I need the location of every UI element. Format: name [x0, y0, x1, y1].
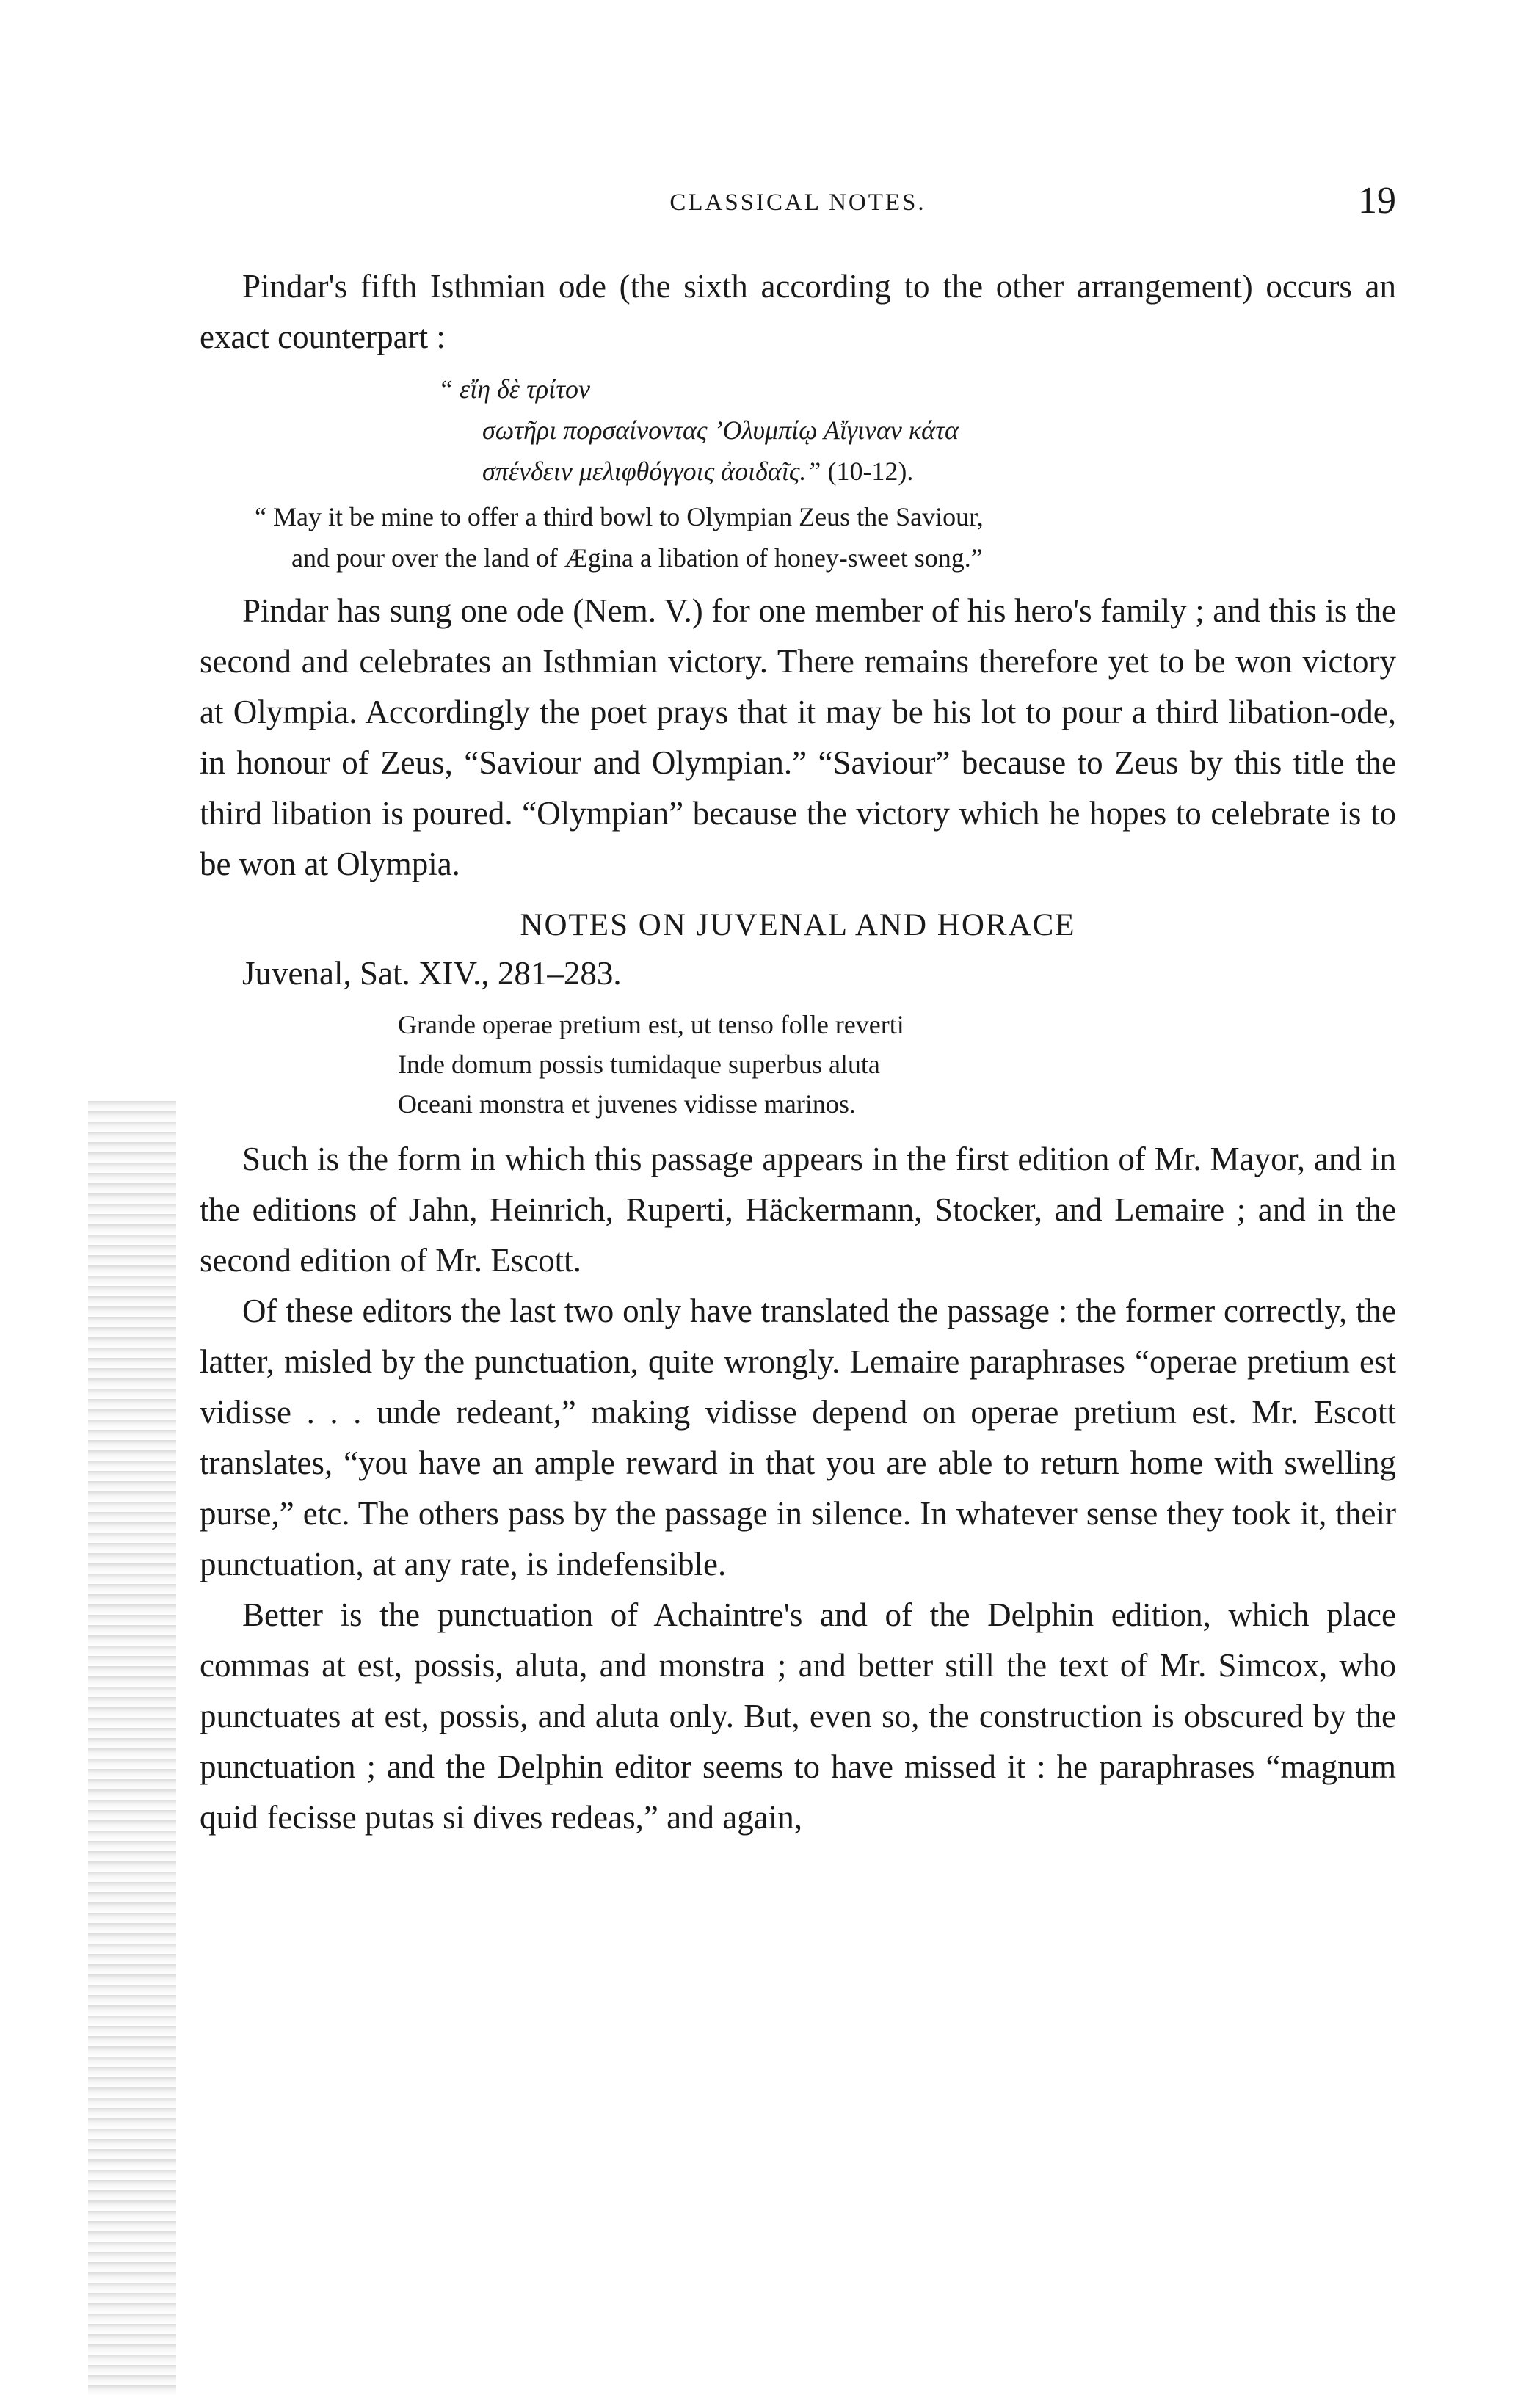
latin-line-1: Grande operae pretium est, ut tenso folle reverti — [398, 1010, 904, 1039]
page-body — [200, 261, 1396, 1843]
paragraph-pindar-intro: Pindar's fifth Isthmian ode (the sixth according to the other arrangement) occurs an exact counterpart : — [200, 268, 1396, 355]
greek-line-2: σωτῆρι πορσαίνοντας ’Ολυμπίῳ Αἴγιναν κάτα — [482, 415, 959, 445]
page-header — [200, 179, 1396, 230]
translation-quotation — [200, 496, 1396, 578]
binding-shadow — [88, 1101, 176, 2395]
paragraph-translations: Of these editors the last two only have translated the passage : the former correctly, the latter, misled by the punctuation, quite wrongly. Lemaire paraphrases “operae pretium est vidisse . . . unde redeant,” making vidisse depend on operae pretium est. Mr. Escott translates, “you have an ample reward in that you are able to return home with swelling purse,” etc. The others pass by the passage in silence. In whatever sense they took it, their punctuation, at any rate, is indefensible. — [200, 1293, 1396, 1582]
paragraph-punctuation: Better is the punctuation of Achaintre's and of the Delphin edition, which place commas at est, possis, aluta, and monstra ; and better still the text of Mr. Simcox, who punctuates at est, possis, and aluta only. But, even so, the construction is obscured by the punctuation ; and the Delphin editor seems to have missed it : he paraphrases “magnum quid fecisse putas si dives redeas,” and again, — [200, 1596, 1396, 1836]
latin-line-2: Inde domum possis tumidaque superbus aluta — [398, 1050, 880, 1079]
paragraph-editions: Such is the form in which this passage appears in the first edition of Mr. Mayor, and in the editions of Jahn, Heinrich, Ruperti, Häckermann, Stocker, and Lemaire ; and in the second edition of Mr. Escott. — [200, 1141, 1396, 1279]
translation-line-1: “ May it be mine to offer a third bowl to Olympian Zeus the Saviour, — [255, 502, 984, 531]
greek-line-1: “ εἴη δὲ τρίτον — [438, 374, 591, 404]
greek-line-3-text: σπένδειν μελιφθόγγοις ἀοιδαῖς.” — [482, 457, 821, 486]
greek-line-3 — [200, 451, 1396, 492]
page-number: 19 — [1358, 180, 1396, 222]
juvenal-citation: Juvenal, Sat. XIV., 281–283. — [242, 955, 622, 992]
running-title: CLASSICAL NOTES. — [669, 189, 926, 216]
section-heading: NOTES ON JUVENAL AND HORACE — [520, 908, 1076, 942]
latin-quotation — [200, 1005, 1396, 1124]
greek-quotation — [200, 368, 1396, 492]
paragraph-pindar-commentary: Pindar has sung one ode (Nem. V.) for one member of his hero's family ; and this is the second and celebrates an Isthmian victory. There remains therefore yet to be won victory at Olympia. Accordingly the poet prays that it may be his lot to pour a third libation-ode, in honour of Zeus, “Saviour and Olympian.” “Saviour” because to Zeus by this title the third libation is poured. “Olympian” because the victory which he hopes to celebrate is to be won at Olympia. — [200, 592, 1396, 882]
translation-line-2: and pour over the land of Ægina a libation of honey-sweet song.” — [291, 543, 983, 573]
greek-reference: (10-12). — [827, 457, 914, 486]
latin-line-3: Oceani monstra et juvenes vidisse marinos. — [398, 1089, 856, 1119]
